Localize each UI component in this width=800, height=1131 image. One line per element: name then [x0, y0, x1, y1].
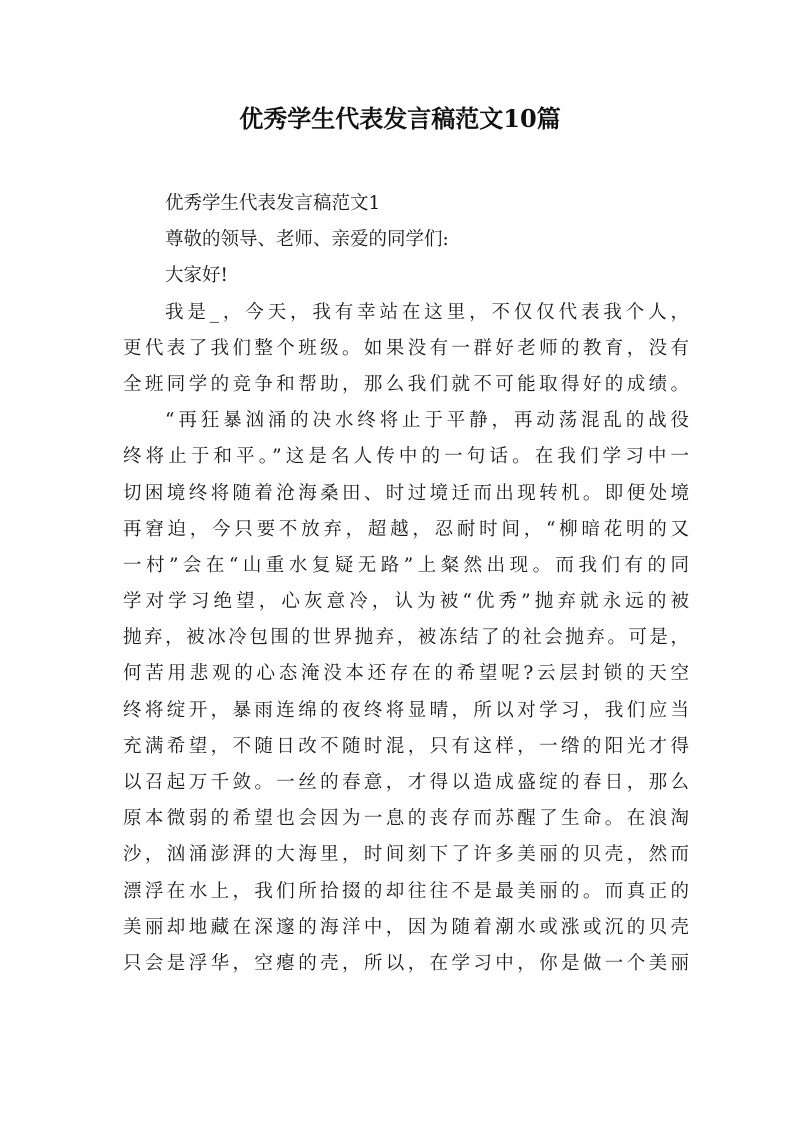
- paragraph-line: 我是_，今天，我有幸站在这里，不仅仅代表我个人，: [165, 301, 689, 323]
- greeting: 大家好!: [165, 265, 228, 287]
- salutation: 尊敬的领导、老师、亲爱的同学们:: [165, 229, 449, 251]
- document-title: 优秀学生代表发言稿范文10篇: [239, 104, 561, 133]
- document-body: [123, 186, 689, 982]
- paragraph-line: 以召起万千敛。一丝的春意，才得以造成盛绽的春日，那么: [123, 772, 689, 793]
- paragraph-2: [123, 403, 689, 982]
- paragraph-line: 抛弃，被冰冷包围的世界抛弃，被冻结了的社会抛弃。可是，: [123, 627, 689, 649]
- paragraph-line: 更代表了我们整个班级。如果没有一群好老师的教育，没有: [123, 337, 689, 359]
- paragraph-line: 漂浮在水上，我们所拾掇的却往往不是最美丽的。而真正的: [123, 880, 689, 902]
- paragraph-line: 充满希望，不随日改不随时混，只有这样，一绺的阳光才得: [123, 735, 689, 757]
- paragraph-line: 美丽却地藏在深邃的海洋中，因为随着潮水或涨或沉的贝壳: [123, 916, 689, 938]
- paragraph-line: “再狂暴汹涌的决水终将止于平静，再动荡混乱的战役: [165, 410, 689, 432]
- paragraph-line: 一村”会在“山重水复疑无路”上粲然出现。而我们有的同: [123, 554, 689, 576]
- paragraph-line: 终将绽开，暴雨连绵的夜终将显晴，所以对学习，我们应当: [123, 699, 689, 721]
- paragraph-line: 只会是浮华，空瘪的壳，所以，在学习中，你是做一个美丽: [123, 952, 689, 974]
- paragraph-line: 沙，汹涌澎湃的大海里，时间刻下了许多美丽的贝壳，然而: [123, 844, 689, 866]
- paragraph-line: 全班同学的竞争和帮助，那么我们就不可能取得好的成绩。: [123, 373, 689, 395]
- paragraph-line: 学对学习绝望，心灰意冷，认为被“优秀”抛弃就永远的被: [123, 591, 689, 613]
- paragraph-line: 原本微弱的希望也会因为一息的丧存而苏醒了生命。在浪淘: [123, 808, 689, 830]
- section-heading: 优秀学生代表发言稿范文1: [165, 193, 381, 214]
- paragraph-line: 切困境终将随着沧海桑田、时过境迁而出现转机。即便处境: [123, 482, 689, 504]
- paragraph-line: 终将止于和平。”这是名人传中的一句话。在我们学习中一: [123, 446, 689, 468]
- paragraph-line: 何苦用悲观的心态淹没本还存在的希望呢?云层封锁的天空: [123, 663, 689, 685]
- paragraph-1: [123, 295, 689, 404]
- paragraph-line: 再窘迫，今只要不放弃，超越，忍耐时间，“柳暗花明的又: [123, 518, 689, 540]
